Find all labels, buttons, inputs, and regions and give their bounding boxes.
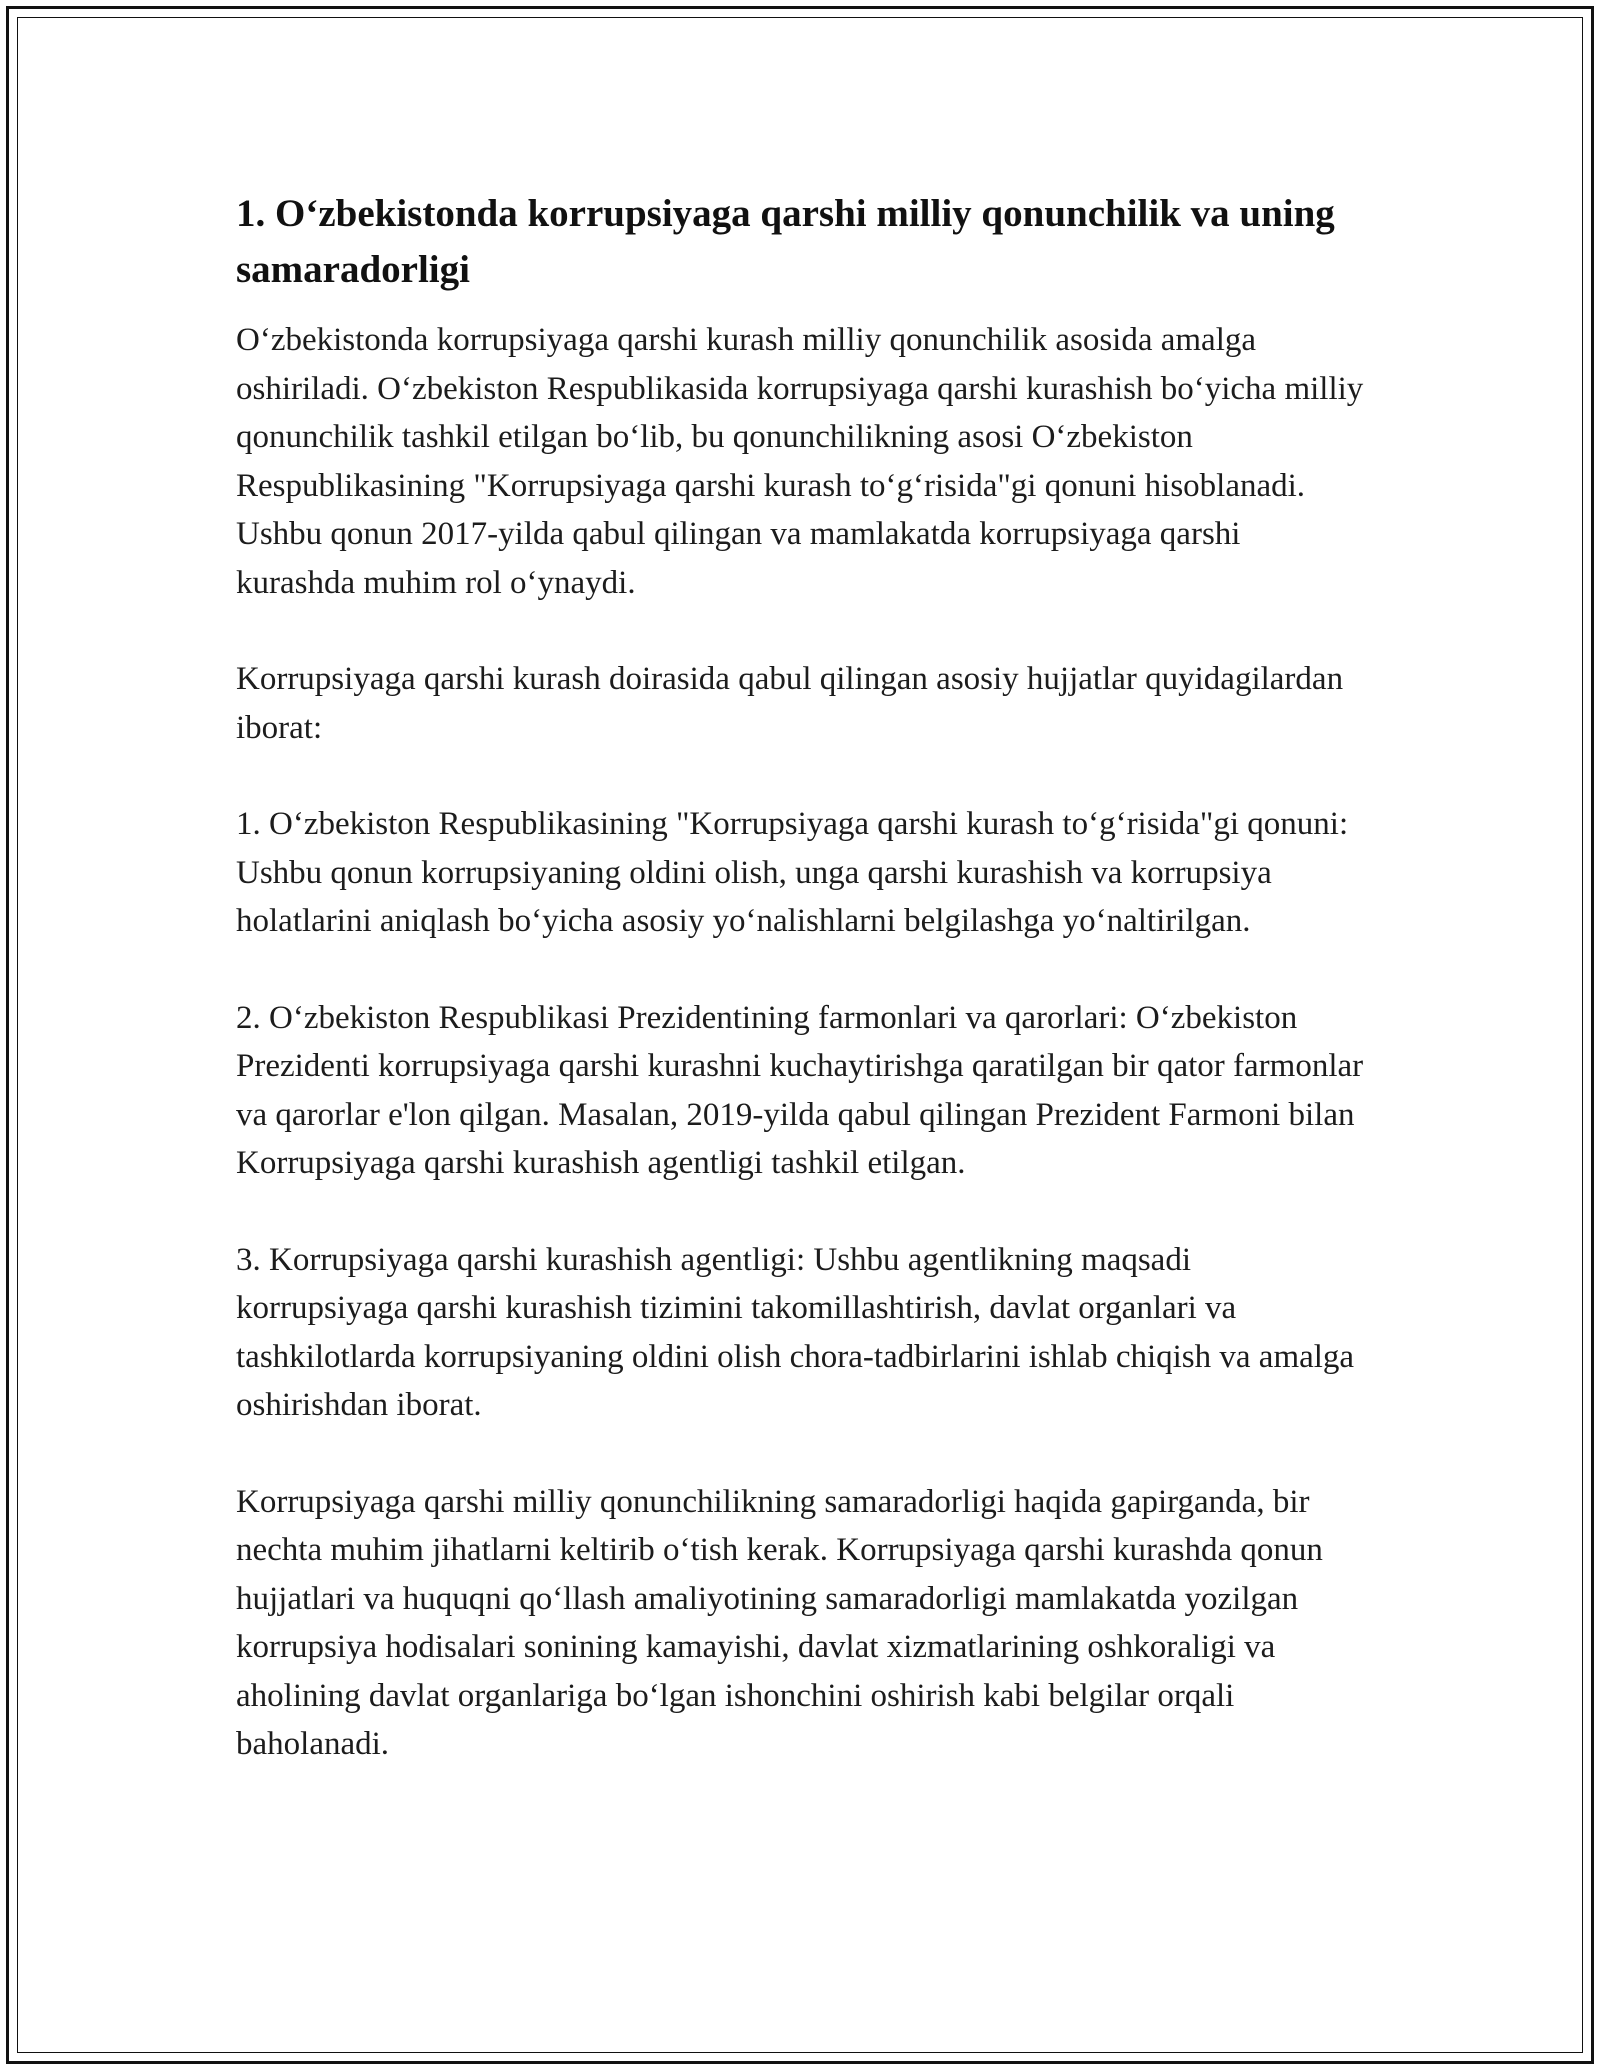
list-item-law: 1. O‘zbekiston Respublikasining "Korrupsiyaga qarshi kurash to‘g‘risida"gi qonuni: Ushbu qonun korrupsiyaning oldini olish, unga qarshi kurashish va korrupsiya holatlarini aniqlash bo‘yicha asosiy yo‘nalishlarni belgilashga yo‘naltirilgan. <box>236 806 1349 939</box>
list-item-presidential-decrees: 2. O‘zbekiston Respublikasi Prezidentining farmonlari va qarorlari: O‘zbekiston Prezidenti korrupsiyaga qarshi kurashni kuchaytirishga qaratilgan bir qator farmonlar va qarorlar e'lon qilgan. Masalan, 2019-yilda qabul qilingan Prezident Farmoni bilan Korrupsiyaga qarshi kurashish agentligi tashkil etilgan. <box>236 999 1364 1181</box>
document-body <box>236 186 1366 1817</box>
list-item-anticorruption-agency: 3. Korrupsiyaga qarshi kurashish agentligi: Ushbu agentlikning maqsadi korrupsiyaga qarshi kurashish tizimini takomillashtirish, davlat organlari va tashkilotlarda korrupsiyaning oldini olish chora-tadbirlarini ishlab chiqish va amalga oshirishdan iborat. <box>236 1241 1355 1423</box>
paragraph-documents-list-intro: Korrupsiyaga qarshi kurash doirasida qabul qilingan asosiy hujjatlar quyidagilardan iborat: <box>236 661 1344 746</box>
paragraph-intro: O‘zbekistonda korrupsiyaga qarshi kurash milliy qonunchilik asosida amalga oshiriladi. O‘zbekiston Respublikasida korrupsiyaga qarshi kurashish bo‘yicha milliy qonunchilik tashkil etilgan bo‘lib, bu qonunchilikning asosi O‘zbekiston Respublikasining "Korrupsiyaga qarshi kurash to‘g‘risida"gi qonuni hisoblanadi. Ushbu qonun 2017-yilda qabul qilingan va mamlakatda korrupsiyaga qarshi kurashda muhim rol o‘ynaydi. <box>236 322 1364 601</box>
paragraph-effectiveness: Korrupsiyaga qarshi milliy qonunchilikning samaradorligi haqida gapirganda, bir nechta muhim jihatlarni keltirib o‘tish kerak. Korrupsiyaga qarshi kurashda qonun hujjatlari va huquqni qo‘llash amaliyotining samaradorligi mamlakatda yozilgan korrupsiya hodisalari sonining kamayishi, davlat xizmatlarining oshkoraligi va aholining davlat organlariga bo‘lgan ishonchini oshirish kabi belgilar orqali baholanadi. <box>236 1483 1323 1762</box>
section-heading: 1. O‘zbekistonda korrupsiyaga qarshi milliy qonunchilik va uning samaradorligi <box>236 192 1335 291</box>
